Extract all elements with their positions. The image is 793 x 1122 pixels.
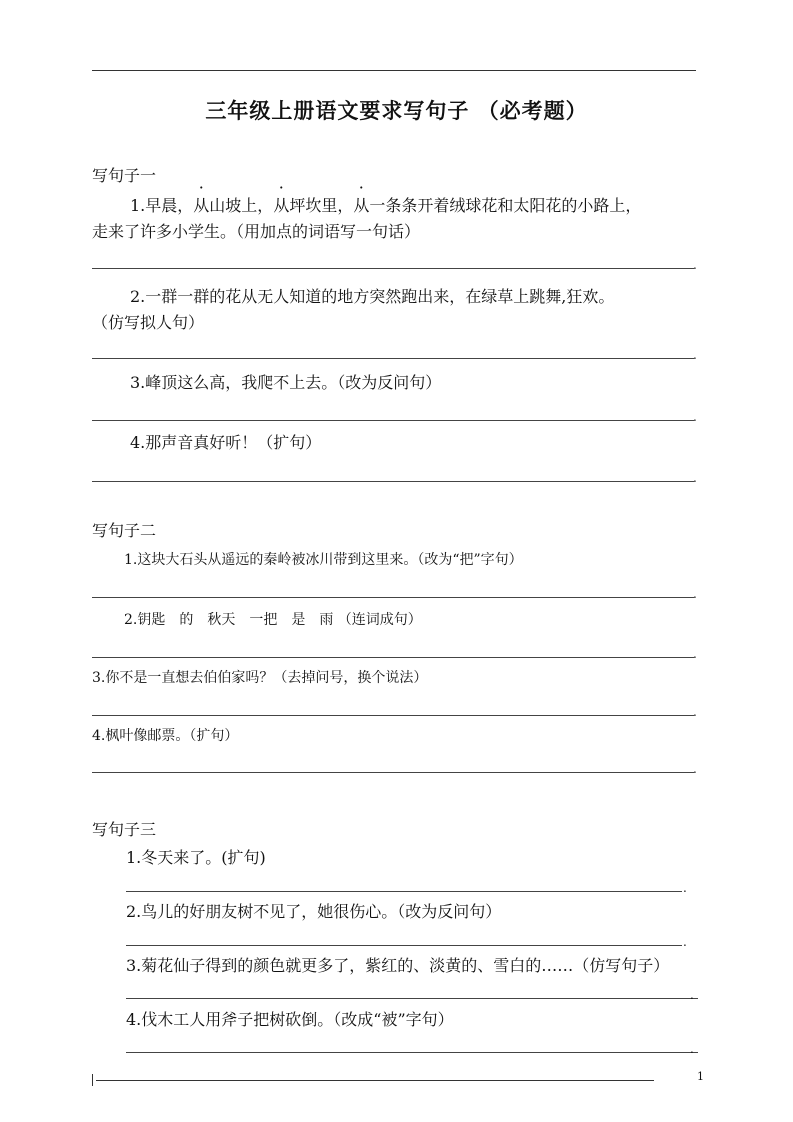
- question-1-1-line2: 走来了许多小学生。（用加点的词语写一句话）: [92, 222, 421, 241]
- line-end-mark: .: [693, 705, 697, 719]
- section-heading-1: 写句子一: [92, 166, 157, 185]
- answer-line[interactable]: [92, 420, 694, 421]
- line-end-mark: .: [690, 1042, 694, 1056]
- question-3-1: 1.冬天来了。(扩句): [126, 848, 266, 867]
- line-end-mark: .: [683, 881, 687, 895]
- line-end-mark: .: [693, 258, 697, 272]
- top-rule: [92, 70, 696, 71]
- question-2-2: 2.钥匙 的 秋天 一把 是 雨 （连词成句）: [124, 612, 422, 628]
- question-2-3: 3.你不是一直想去伯伯家吗？（去掉问号，换个说法）: [92, 670, 428, 686]
- question-1-2-line1: 2.一群一群的花从无人知道的地方突然跑出来，在绿草上跳舞,狂欢。: [130, 287, 615, 306]
- line-end-mark: .: [693, 471, 697, 485]
- page-title: 三年级上册语文要求写句子 （必考题）: [205, 98, 588, 123]
- answer-line[interactable]: [126, 945, 682, 946]
- section-heading-3: 写句子三: [92, 820, 157, 839]
- line-end-mark: .: [693, 647, 697, 661]
- answer-line[interactable]: [126, 998, 698, 999]
- answer-line[interactable]: [92, 772, 694, 773]
- line-end-mark: .: [693, 762, 697, 776]
- line-end-mark: .: [690, 988, 694, 1002]
- answer-line[interactable]: [126, 1052, 698, 1053]
- answer-line[interactable]: [92, 657, 694, 658]
- answer-line[interactable]: [92, 481, 694, 482]
- page-number: 1: [697, 1070, 704, 1083]
- emphasis-word: 从: [273, 196, 290, 215]
- answer-line[interactable]: [126, 891, 682, 892]
- footer-rule: [96, 1080, 654, 1081]
- question-2-4: 4.枫叶像邮票。（扩句）: [92, 728, 239, 744]
- line-end-mark: .: [683, 935, 687, 949]
- answer-line[interactable]: [92, 597, 694, 598]
- question-1-3: 3.峰顶这么高，我爬不上去。（改为反问句）: [130, 373, 442, 392]
- answer-line[interactable]: [92, 358, 694, 359]
- question-1-1-line1: 1.早晨，从山坡上，从坪坎里，从一条条开着绒球花和太阳花的小路上，: [130, 193, 641, 219]
- question-3-3: 3.菊花仙子得到的颜色就更多了，紫红的、淡黄的、雪白的……（仿写句子）: [126, 956, 670, 975]
- emphasis-word: 从: [193, 196, 210, 215]
- footer-tick: [92, 1074, 93, 1086]
- answer-line[interactable]: [92, 268, 694, 269]
- question-2-1: 1.这块大石头从遥远的秦岭被冰川带到这里来。（改为“把”字句）: [124, 552, 523, 568]
- emphasis-word: 从: [353, 196, 370, 215]
- question-3-4: 4.伐木工人用斧子把树砍倒。（改成“被”字句）: [126, 1010, 454, 1029]
- section-heading-2: 写句子二: [92, 521, 157, 540]
- question-1-2-line2: （仿写拟人句）: [92, 313, 205, 332]
- answer-line[interactable]: [92, 715, 694, 716]
- line-end-mark: .: [693, 410, 697, 424]
- question-1-4: 4.那声音真好听！（扩句）: [130, 433, 322, 452]
- line-end-mark: .: [693, 587, 697, 601]
- line-end-mark: .: [693, 348, 697, 362]
- question-3-2: 2.鸟儿的好朋友树不见了，她很伤心。（改为反问句）: [126, 902, 502, 921]
